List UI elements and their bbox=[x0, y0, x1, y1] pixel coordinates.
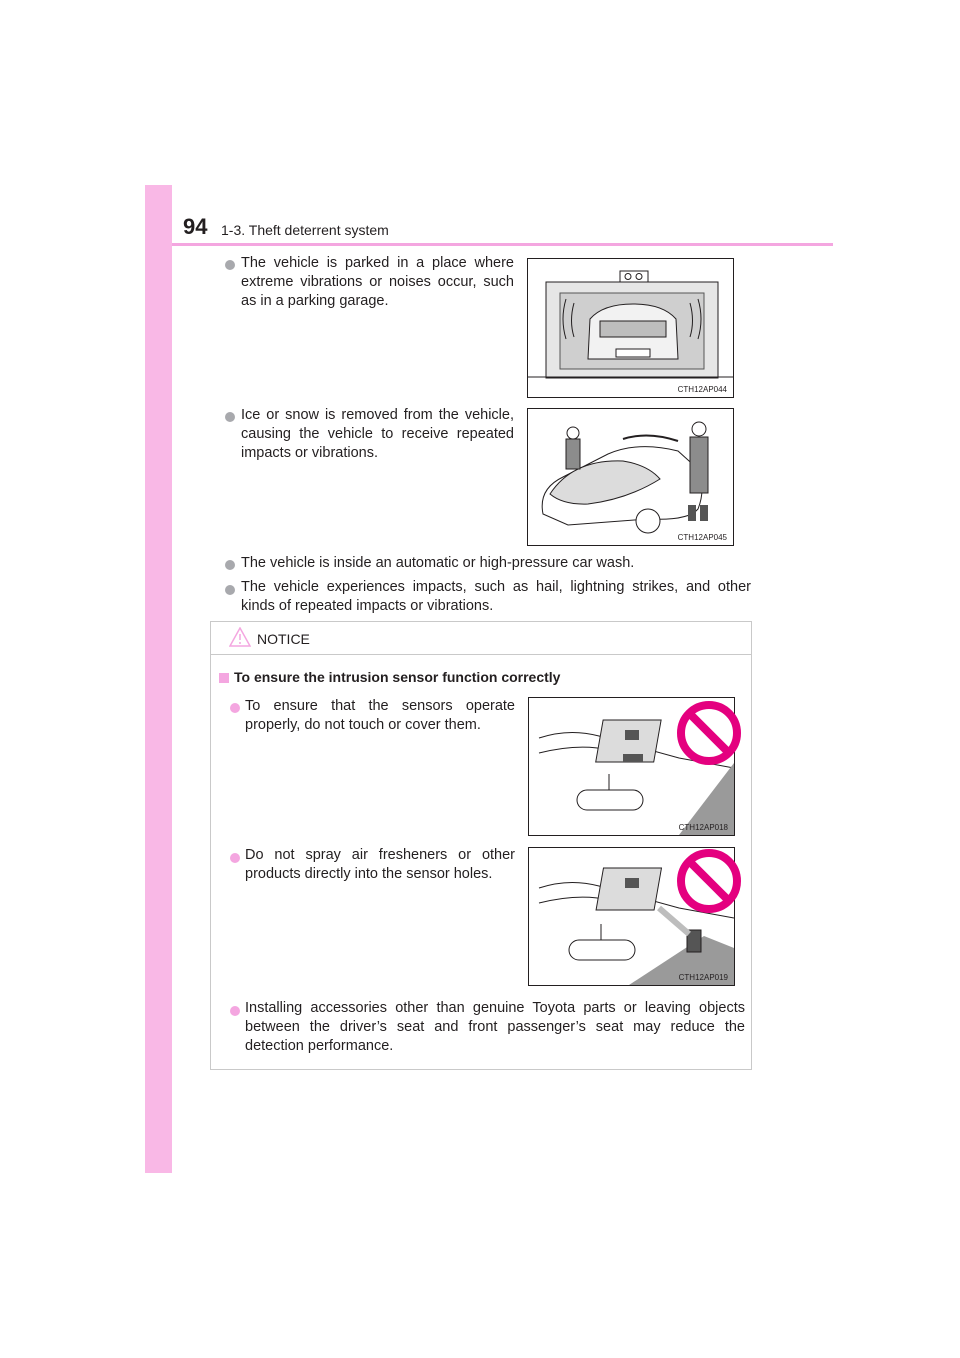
figure-parking-garage bbox=[527, 258, 734, 398]
prohibition-icon bbox=[674, 698, 744, 768]
heading-square-icon bbox=[219, 673, 229, 683]
figure-snow-removal bbox=[527, 408, 734, 546]
figure-code: CTH12AP045 bbox=[677, 533, 727, 542]
notice-item-text: Installing accessories other than genuine Toyota parts or leaving objects between the driver’s seat and front passenger’s seat may reduce the detection performance. bbox=[245, 1000, 745, 1054]
bullet-icon bbox=[230, 703, 240, 713]
notice-box bbox=[210, 621, 752, 1070]
header-rule bbox=[172, 243, 833, 246]
bullet-text: Ice or snow is removed from the vehicle, causing the vehicle to receive repeated impacts or vibrations. bbox=[241, 407, 514, 461]
bullet-text: The vehicle is inside an automatic or high-pressure car wash. bbox=[241, 555, 635, 571]
prohibition-icon bbox=[674, 846, 744, 916]
notice-heading: To ensure the intrusion sensor function correctly bbox=[234, 669, 561, 685]
snow-removal-illustration-icon bbox=[528, 409, 733, 545]
notice-item-text: Do not spray air fresheners or other products directly into the sensor holes. bbox=[245, 847, 515, 882]
bullet-text: The vehicle experiences impacts, such as hail, lightning strikes, and other kinds of repeated impacts or vibrations. bbox=[241, 579, 751, 614]
notice-item-text: To ensure that the sensors operate properly, do not touch or cover them. bbox=[245, 698, 515, 733]
page-number: 94 bbox=[183, 214, 208, 239]
bullet-text: The vehicle is parked in a place where extreme vibrations or noises occur, such as in a parking garage. bbox=[241, 255, 514, 309]
bullet-icon bbox=[225, 260, 235, 270]
figure-code: CTH12AP019 bbox=[678, 973, 728, 982]
section-side-tab bbox=[145, 185, 172, 1173]
figure-code: CTH12AP018 bbox=[678, 823, 728, 832]
bullet-icon bbox=[225, 560, 235, 570]
bullet-icon bbox=[225, 412, 235, 422]
warning-triangle-icon bbox=[229, 627, 251, 647]
bullet-icon bbox=[230, 1006, 240, 1016]
figure-code: CTH12AP044 bbox=[677, 385, 727, 394]
bullet-icon bbox=[230, 853, 240, 863]
parking-garage-illustration-icon bbox=[528, 259, 733, 397]
bullet-icon bbox=[225, 585, 235, 595]
notice-header bbox=[211, 622, 751, 655]
chapter-title: 1-3. Theft deterrent system bbox=[221, 222, 389, 238]
notice-label: NOTICE bbox=[257, 631, 310, 647]
